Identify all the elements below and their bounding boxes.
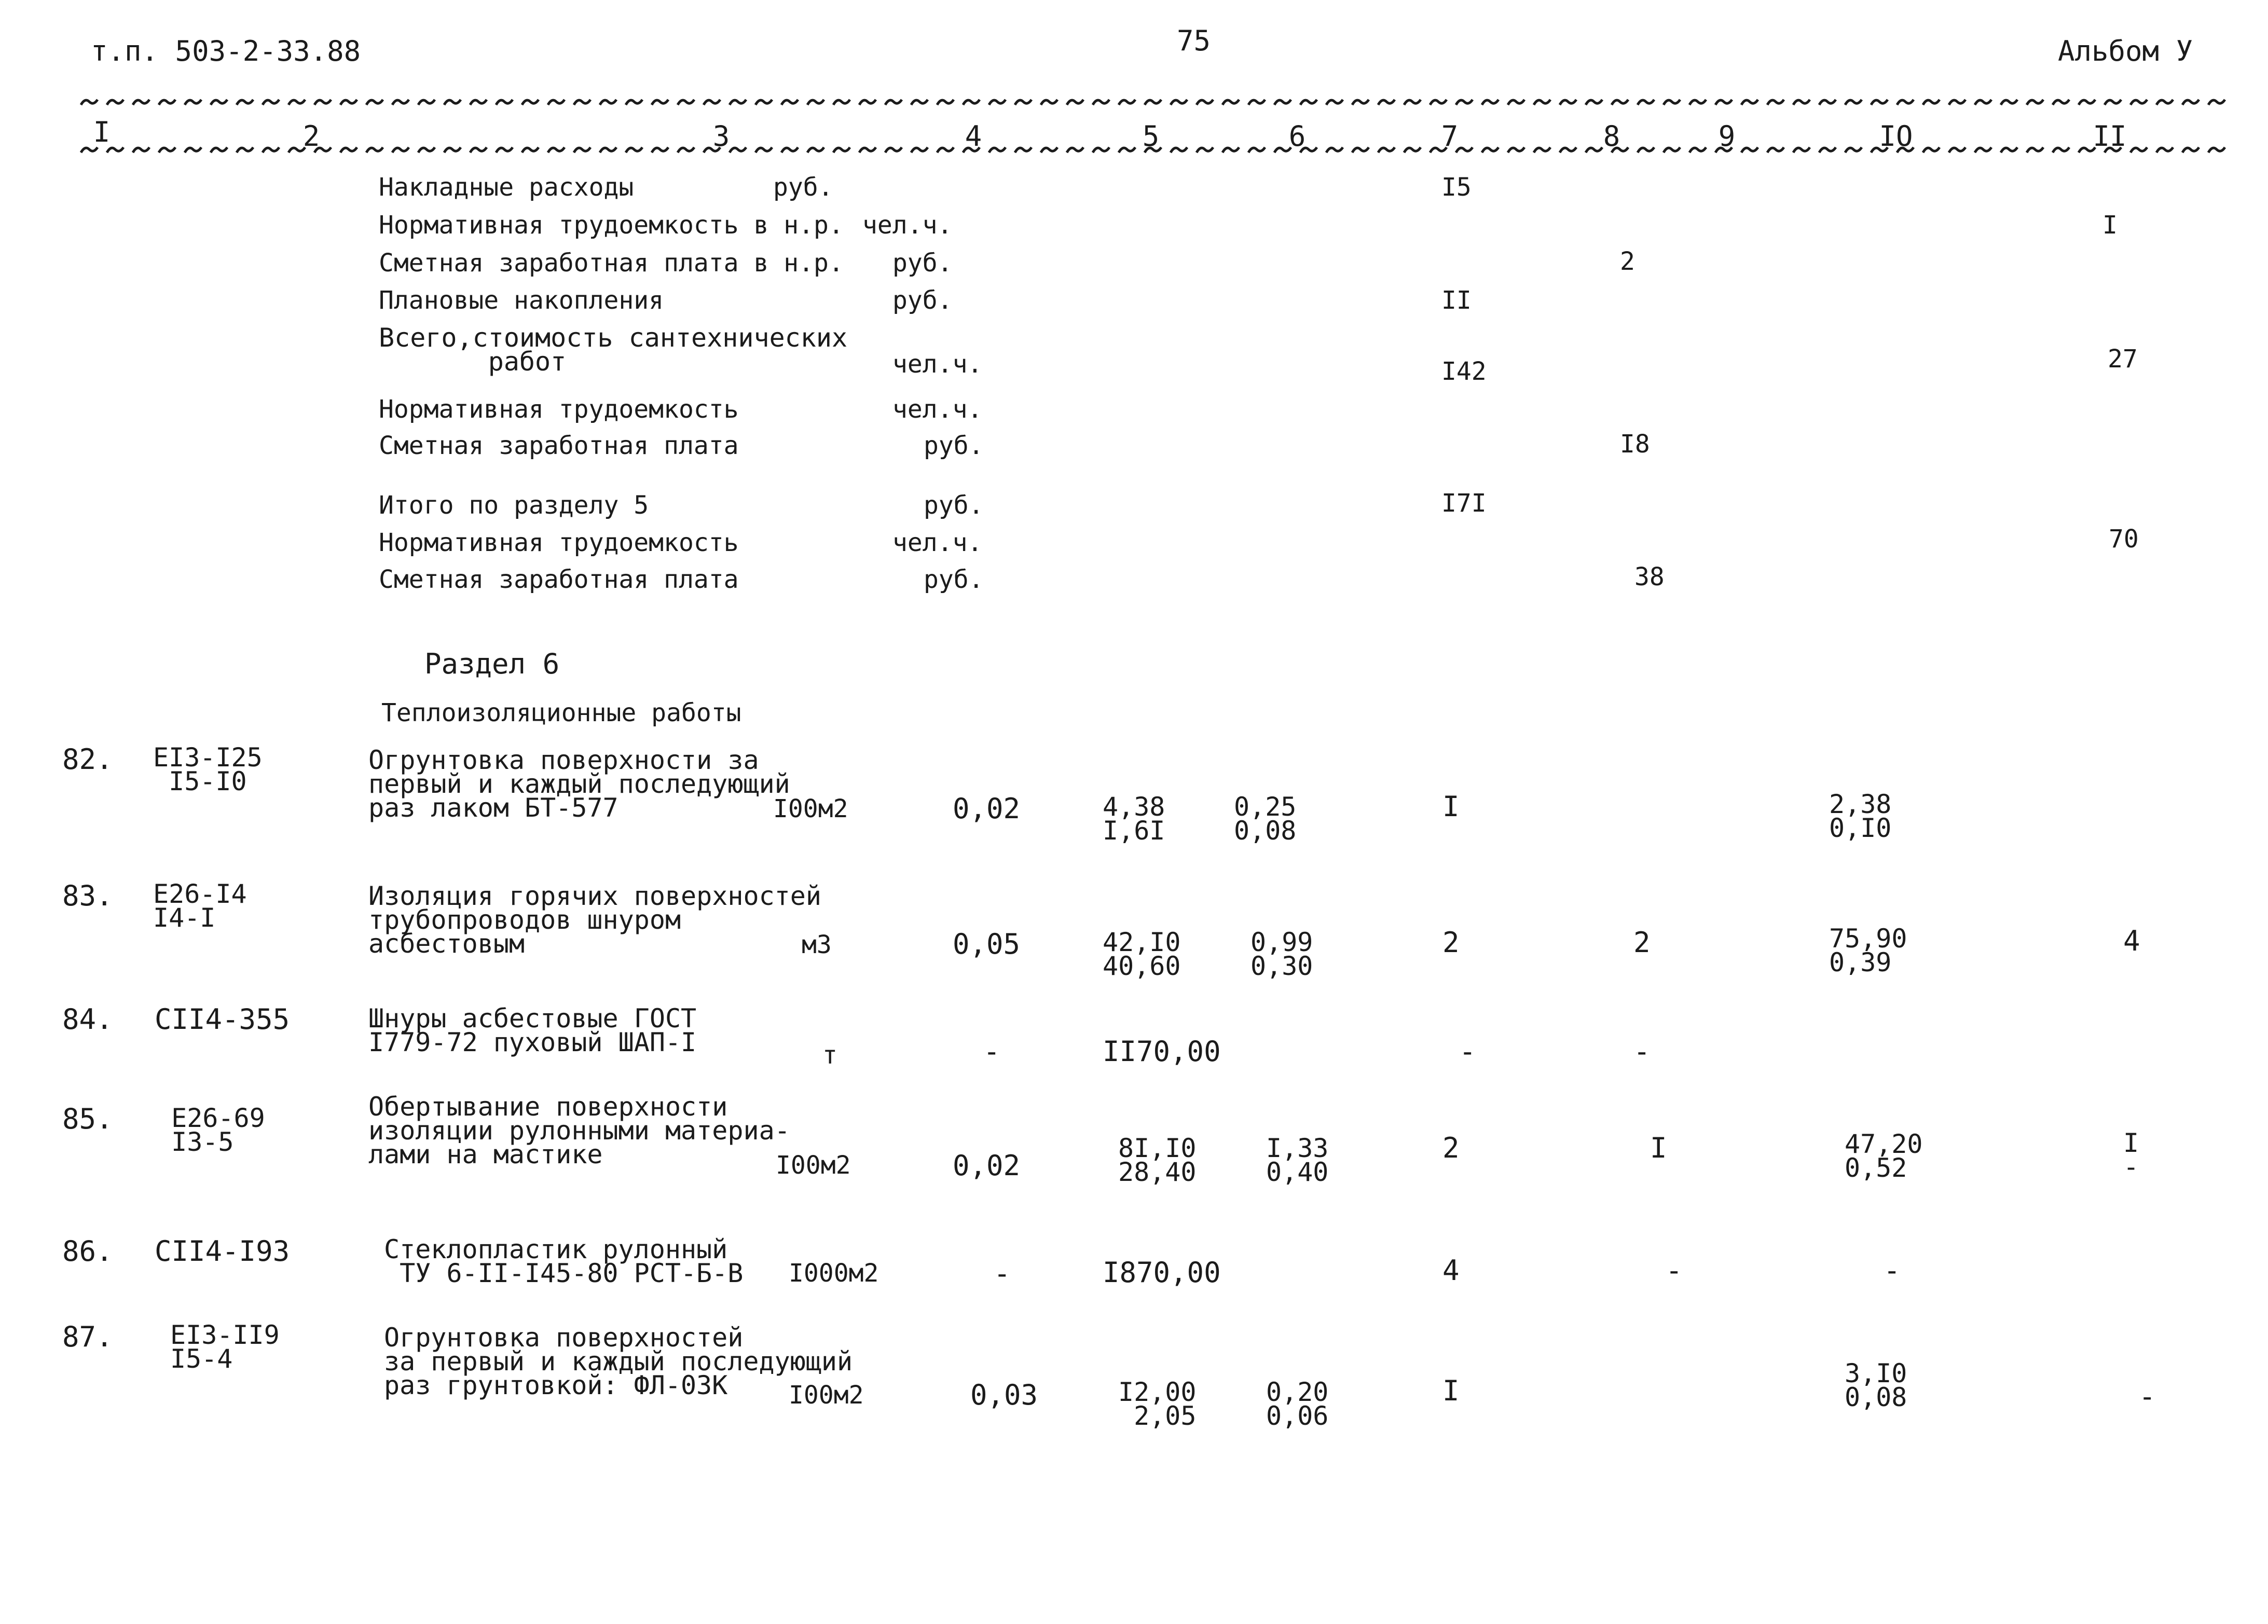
row-code: ЕI3-II9 I5-4 [170, 1320, 280, 1374]
row-col5: 42,I0 40,60 [1103, 927, 1181, 981]
summary-label: Плановые накопления [379, 286, 664, 315]
summary-c7: I7I [1441, 489, 1487, 518]
row-col7: - [1459, 1035, 1476, 1068]
row-quantity: 0,05 [953, 928, 1021, 960]
row-col6: 0,20 0,06 [1266, 1377, 1329, 1431]
row-col5: I2,00 2,05 [1118, 1377, 1197, 1431]
row-col5: 4,38 I,6I [1103, 792, 1165, 846]
row-code: Е26-I4 I4-I [153, 879, 247, 933]
header-rule [78, 140, 2216, 161]
col-num-3: 3 [712, 120, 730, 153]
summary-c7: II [1441, 286, 1472, 315]
summary-label: Накладные расходы [379, 173, 634, 202]
col-num-5: 5 [1142, 120, 1160, 153]
row-quantity: 0,02 [953, 792, 1021, 825]
row-quantity: - [994, 1257, 1011, 1290]
summary-c8: 2 [1620, 247, 1635, 276]
summary-unit: чел.ч. [862, 211, 953, 240]
row-description: Шнуры асбестовые ГОСТ I779-72 пуховый ШАП-I [368, 1003, 697, 1057]
doc-code: т.п. 503-2-33.88 [91, 35, 361, 67]
summary-label: Итого по разделу 5 [379, 491, 649, 520]
row-col6: 0,99 0,30 [1250, 927, 1313, 981]
row-col5: 8I,I0 28,40 [1118, 1133, 1197, 1187]
summary-label: Всего,стоимость сантехнических работ [379, 323, 848, 377]
summary-c11: 27 [2108, 345, 2138, 374]
col-num-11: II [2093, 120, 2127, 153]
page-number: 75 [1177, 24, 1211, 57]
col-num-9: 9 [1718, 120, 1736, 153]
row-col11: - [2139, 1380, 2156, 1413]
row-col10: 3,I0 0,08 [1845, 1358, 1907, 1412]
row-col10: 75,90 0,39 [1829, 924, 1907, 978]
row-unit: I000м2 [789, 1259, 879, 1288]
row-unit: I00м2 [773, 794, 848, 823]
row-col10: 2,38 0,I0 [1829, 789, 1892, 843]
row-col5: II70,00 [1103, 1035, 1221, 1068]
row-number: 86. [62, 1235, 113, 1268]
summary-unit: чел.ч. [892, 528, 983, 557]
row-description: Стеклопластик рулонный ТУ 6-II-I45-80 РСТ-Б-В [384, 1234, 744, 1288]
section-title: Раздел 6 [424, 648, 560, 680]
summary-c7: I5 [1441, 173, 1472, 202]
row-col8: I [1650, 1132, 1667, 1164]
row-unit: м3 [802, 930, 832, 959]
col-num-2: 2 [303, 120, 320, 153]
summary-c11: 70 [2109, 525, 2139, 554]
album-label: Альбом У [2058, 35, 2193, 67]
row-number: 85. [62, 1103, 113, 1135]
col-num-4: 4 [965, 120, 982, 153]
row-col7: 2 [1442, 926, 1460, 959]
summary-label: Нормативная трудоемкость [379, 395, 739, 424]
summary-unit: чел.ч. [892, 350, 983, 379]
row-description: Изоляция горячих поверхностей трубопроводов шнуром асбестовым [368, 881, 821, 959]
row-code: ЕI3-I25 I5-I0 [153, 742, 263, 796]
row-col7: I [1442, 790, 1460, 823]
summary-unit: руб. [892, 249, 953, 278]
row-unit: I00м2 [776, 1151, 851, 1180]
row-number: 82. [62, 743, 113, 776]
summary-unit: руб. [924, 431, 984, 460]
row-col7: 4 [1442, 1254, 1460, 1287]
row-number: 84. [62, 1003, 113, 1036]
row-number: 87. [62, 1320, 113, 1353]
row-description: Огрунтовка поверхности за первый и каждый последующий раз лаком БТ-577 [368, 745, 790, 823]
summary-unit: чел.ч. [892, 395, 983, 424]
row-code: СII4-I93 [155, 1235, 290, 1268]
row-col8: - [1666, 1254, 1683, 1287]
row-col10: 47,20 0,52 [1845, 1129, 1923, 1183]
row-col6: I,33 0,40 [1266, 1133, 1329, 1187]
row-description: Огрунтовка поверхностей за первый и каждый последующий раз грунтовкой: ФЛ-03К [384, 1323, 853, 1400]
summary-label: Сметная заработная плата [379, 565, 739, 594]
col-num-1: I [93, 116, 111, 148]
summary-c8: 38 [1634, 562, 1665, 591]
col-num-8: 8 [1603, 120, 1620, 153]
row-col7: I [1442, 1374, 1460, 1407]
row-col8: 2 [1633, 926, 1651, 959]
row-unit: I00м2 [789, 1381, 864, 1410]
row-col5: I870,00 [1103, 1256, 1221, 1289]
col-num-10: IO [1879, 120, 1913, 153]
summary-unit: руб. [773, 173, 833, 202]
col-num-7: 7 [1441, 120, 1459, 153]
summary-unit: руб. [892, 286, 953, 315]
summary-label: Сметная заработная плата [379, 431, 739, 460]
row-description: Обертывание поверхности изоляции рулонными материа- лами на мастике [368, 1092, 790, 1169]
section-subtitle: Теплоизоляционные работы [381, 698, 741, 727]
summary-label: Нормативная трудоемкость в н.р. [379, 211, 844, 240]
row-quantity: 0,02 [953, 1149, 1021, 1182]
summary-c8: I8 [1620, 430, 1650, 459]
summary-label: Нормативная трудоемкость [379, 528, 739, 557]
summary-unit: руб. [924, 491, 984, 520]
row-quantity: - [983, 1035, 1000, 1068]
row-col6: 0,25 0,08 [1234, 792, 1297, 846]
row-col10: - [1884, 1254, 1901, 1287]
summary-label: Сметная заработная плата в н.р. [379, 249, 844, 278]
row-code: Е26-69 I3-5 [171, 1103, 265, 1157]
col-num-6: 6 [1288, 120, 1306, 153]
summary-c7: I42 [1441, 357, 1487, 386]
row-col8: - [1633, 1035, 1651, 1068]
top-rule [78, 92, 2216, 113]
row-col7: 2 [1442, 1132, 1460, 1164]
row-quantity: 0,03 [970, 1379, 1038, 1411]
row-number: 83. [62, 879, 113, 912]
summary-unit: руб. [924, 565, 984, 594]
row-unit: т [822, 1041, 837, 1070]
row-code: СII4-355 [155, 1003, 290, 1036]
row-col11: 4 [2123, 925, 2140, 957]
row-col11: I - [2123, 1128, 2139, 1182]
summary-c11: I [2102, 211, 2118, 240]
